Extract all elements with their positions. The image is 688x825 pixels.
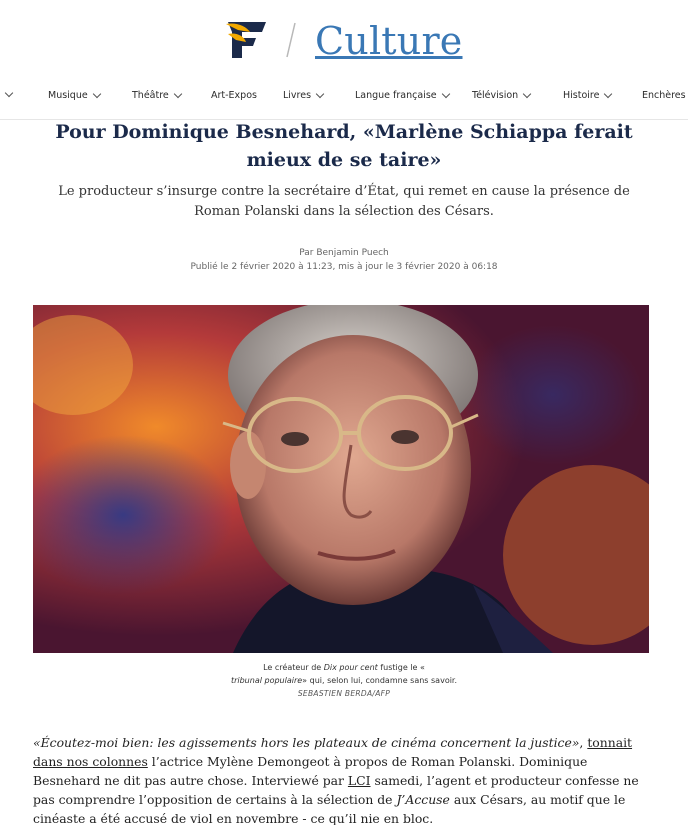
body-text: l’actrice Mylène Demongeot à propos de Roman Polanski. Dominique Besnehard ne dit pas autre chose. Interviewé par	[33, 754, 588, 788]
nav-item-histoire[interactable]	[563, 90, 611, 101]
nav-item-label: Télévision	[472, 90, 519, 101]
nav-item-label: Histoire	[563, 90, 600, 101]
article-photo[interactable]	[33, 305, 649, 653]
nav-item-art-expos[interactable]	[211, 90, 257, 101]
caption-text: » qui, selon lui, condamne sans savoir.	[302, 676, 458, 685]
body-quote: «Écoutez-moi bien: les agissements hors les plateaux de cinéma concernent la justice»	[33, 735, 580, 750]
nav-item-television[interactable]	[472, 90, 530, 101]
chevron-down-icon[interactable]	[5, 89, 13, 97]
body-link-lci[interactable]: LCI	[347, 773, 371, 788]
nav-item-musique[interactable]	[48, 90, 100, 101]
category-nav	[0, 80, 688, 120]
nav-item-label: Art-Expos	[211, 90, 257, 101]
caption-title: Dix pour cent	[323, 663, 378, 672]
caption-text: Le créateur de	[263, 663, 324, 672]
section-title[interactable]: Culture	[315, 19, 463, 63]
article-body	[33, 733, 649, 825]
photo-credit: SEBASTIEN BERDA/AFP	[297, 689, 391, 698]
body-text: aux Césars, au motif que le cinéaste a été accusé de viol en novembre - ce qu’il nie en bloc.	[33, 792, 626, 825]
article-standfirst: Le producteur s’insurge contre la secrétaire d’État, qui remet en cause la présence de Roman Polanski dans la sélection des Césars.	[58, 184, 630, 219]
nav-item-theatre[interactable]	[132, 90, 181, 101]
le-figaro-logo[interactable]	[226, 20, 270, 60]
chevron-down-icon	[441, 90, 449, 98]
chevron-down-icon	[316, 90, 324, 98]
chevron-down-icon	[604, 90, 612, 98]
masthead	[0, 0, 688, 78]
slash-divider-icon	[286, 22, 296, 58]
nav-item-encheres[interactable]	[642, 90, 686, 101]
chevron-down-icon	[92, 90, 100, 98]
nav-item-label: Théâtre	[132, 90, 169, 101]
publication-dates: Publié le 2 février 2020 à 11:23, mis à jour le 3 février 2020 à 06:18	[190, 262, 498, 272]
nav-item-langue-francaise[interactable]	[355, 90, 449, 101]
nav-item-label: Livres	[283, 90, 312, 101]
nav-item-label: Langue française	[355, 90, 437, 101]
chevron-down-icon	[523, 90, 531, 98]
film-title: J’Accuse	[396, 792, 450, 807]
nav-item-label: Musique	[48, 90, 88, 101]
nav-item-label: Enchères	[642, 90, 686, 101]
nav-item-livres[interactable]	[283, 90, 323, 101]
body-text: samedi, l’agent et producteur confesse ne pas comprendre l’opposition de certains à la sélection de	[33, 773, 639, 807]
caption-text: fustige le «	[377, 663, 425, 672]
article-title: Pour Dominique Besnehard, «Marlène Schiappa ferait mieux de se taire»	[55, 121, 633, 171]
caption-quote: tribunal populaire	[230, 676, 303, 685]
chevron-down-icon	[174, 90, 182, 98]
photo-caption	[0, 661, 688, 700]
body-link-colonnes[interactable]: tonnait dans nos colonnes	[33, 735, 633, 769]
body-text: ,	[579, 735, 588, 750]
byline-block	[0, 246, 688, 274]
author-byline: Par Benjamin Puech	[299, 248, 389, 258]
